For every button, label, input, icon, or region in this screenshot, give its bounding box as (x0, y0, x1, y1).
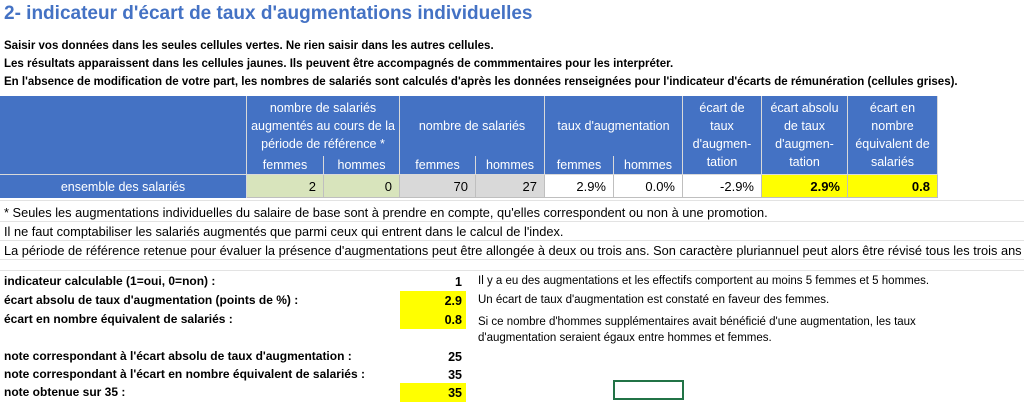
header-line: taux (710, 119, 734, 133)
summary-value-ecart-absolu[interactable]: 2.9 (400, 291, 466, 310)
footnote-2: Il ne faut comptabiliser les salariés augmentés que parmi ceux qui entrent dans le calcul de l'index. (4, 224, 564, 239)
result-ecart-absolu[interactable]: 2.9% (762, 175, 848, 198)
header-line: écart absolu (770, 101, 839, 115)
summary-value-note-nombre[interactable]: 35 (448, 367, 462, 382)
header-ecart-nombre (848, 96, 938, 175)
cell-ecart[interactable]: -2.9% (683, 175, 762, 198)
row-label: ensemble des salariés (0, 175, 247, 198)
summary-label-note-totale: note obtenue sur 35 : (4, 385, 126, 399)
summary-value-note-absolu[interactable]: 25 (448, 349, 462, 364)
header-line: d'augmen- (692, 137, 752, 151)
input-augmentes-femmes[interactable]: 2 (247, 175, 324, 198)
cell-salaries-femmes[interactable]: 70 (400, 175, 476, 198)
result-ecart-nombre[interactable]: 0.8 (848, 175, 938, 198)
footnote-3: La période de référence retenue pour évaluer la présence d'augmentations peut être allongée à deux ou trois ans. Son caractère pluriannuel peut alors être révisé tous les trois ans (4, 243, 1022, 258)
cell-taux-femmes[interactable]: 2.9% (545, 175, 614, 198)
gridline (0, 270, 1024, 271)
header-line: écart de (699, 101, 745, 115)
header-line: tation (706, 155, 738, 169)
header-taux-augmentation: taux d'augmentation (545, 96, 683, 156)
summary-comment-calculable: Il y a eu des augmentations et les effectifs comportent au moins 5 femmes et 5 hommes. (478, 275, 930, 287)
summary-label-note-nombre: note correspondant à l'écart en nombre équivalent de salariés : (4, 367, 365, 381)
summary-label-calculable: indicateur calculable (1=oui, 0=non) : (4, 274, 216, 288)
footnote-1: * Seules les augmentations individuelles du salaire de base sont à prendre en compte, qu'elles correspondent ou non à une promotion. (4, 205, 768, 220)
header-line: nombre de salariés (269, 101, 377, 115)
cell-taux-hommes[interactable]: 0.0% (614, 175, 683, 198)
subheader-femmes: femmes (545, 156, 614, 175)
header-line: tation (789, 155, 820, 169)
instruction-note-1: Saisir vos données dans les seules cellules vertes. Ne rien saisir dans les autres cellules. (4, 40, 494, 52)
selected-cell[interactable] (613, 380, 684, 400)
input-augmentes-hommes[interactable]: 0 (324, 175, 400, 198)
header-line: augmentés au cours de la (251, 119, 395, 133)
subheader-femmes: femmes (400, 156, 476, 175)
gridline (0, 259, 1024, 260)
sheet-title: 2- indicateur d'écart de taux d'augmentations individuelles (4, 3, 533, 24)
summary-label-ecart-absolu: écart absolu de taux d'augmentation (points de %) : (4, 293, 299, 307)
subheader-hommes: hommes (614, 156, 683, 175)
header-augmentes (247, 96, 400, 156)
summary-label-ecart-nombre: écart en nombre équivalent de salariés : (4, 312, 233, 326)
subheader-hommes: hommes (324, 156, 400, 175)
header-nombre-salaries: nombre de salariés (400, 96, 545, 156)
subheader-femmes: femmes (247, 156, 324, 175)
summary-value-ecart-nombre[interactable]: 0.8 (400, 310, 466, 329)
subheader-hommes: hommes (476, 156, 545, 175)
summary-comment-ecart-nombre-2: d'augmentation seraient égaux entre hommes et femmes. (478, 332, 772, 344)
gridline (0, 240, 1024, 241)
summary-value-calculable[interactable]: 1 (455, 274, 462, 289)
summary-comment-ecart-absolu: Un écart de taux d'augmentation est constaté en faveur des femmes. (478, 294, 830, 306)
summary-value-note-totale[interactable]: 35 (400, 383, 466, 402)
header-line: salariés (870, 155, 915, 169)
header-line: période de référence * (261, 137, 385, 151)
summary-label-note-absolu: note correspondant à l'écart absolu de taux d'augmentation : (4, 349, 352, 363)
instruction-note-3: En l'absence de modification de votre part, les nombres de salariés sont calculés d'après les données renseignées pour l'indicateur d'écarts de rémunération (cellules grises). (4, 76, 958, 88)
header-line: écart en (869, 101, 916, 115)
header-ecart (683, 96, 762, 175)
header-line: équivalent de (855, 137, 930, 151)
header-ecart-absolu (762, 96, 848, 175)
header-line: nombre (871, 119, 914, 133)
cell-salaries-hommes[interactable]: 27 (476, 175, 545, 198)
instruction-note-2: Les résultats apparaissent dans les cellules jaunes. Ils peuvent être accompagnés de commmentaires pour les interpréter. (4, 58, 674, 70)
header-line: de taux (783, 119, 825, 133)
header-blank-cell (0, 96, 247, 175)
summary-comment-ecart-nombre: Si ce nombre d'hommes supplémentaires avait bénéficié d'une augmentation, les taux (478, 316, 916, 328)
gridline (0, 200, 1024, 201)
header-line: d'augmen- (775, 137, 834, 151)
gridline (0, 221, 1024, 222)
